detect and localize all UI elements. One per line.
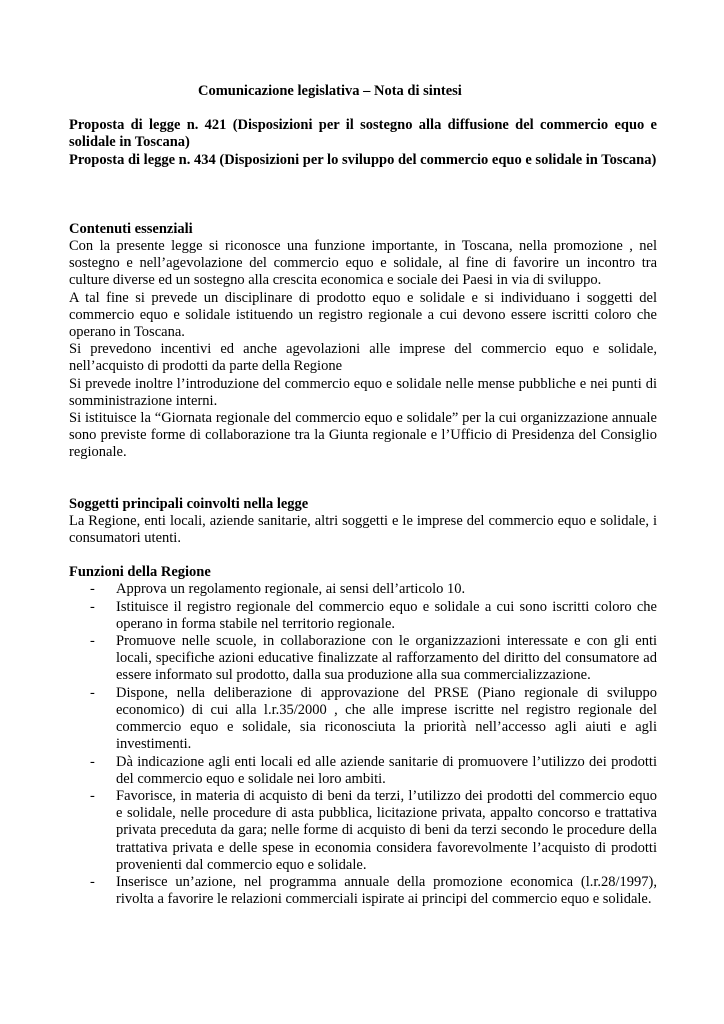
- list-item-text: Dispone, nella deliberazione di approvazione del PRSE (Piano regionale di sviluppo economico) di cui alla l.r.35/2000 , che alle imprese iscritte nel registro regionale del commercio equo e solidale, sia riconosciuta la priorità nell’accesso agli aiuti e agli investimenti.: [116, 684, 657, 753]
- contenuti-heading: Contenuti essenziali: [69, 220, 193, 237]
- dash-bullet: -: [90, 684, 95, 701]
- list-item: [69, 633, 657, 685]
- contenuti-paragraph: Si prevede inoltre l’introduzione del commercio equo e solidale nelle mense pubbliche e nei punti di somministrazione interni.: [69, 375, 657, 409]
- contenuti-paragraph: A tal fine si prevede un disciplinare di prodotto equo e solidale e si individuano i soggetti del commercio equo e solidale istituendo un registro regionale a cui devono essere iscritti coloro che operano in Toscana.: [69, 289, 657, 341]
- list-item: [69, 685, 657, 754]
- soggetti-text: La Regione, enti locali, aziende sanitarie, altri soggetti e le imprese del commercio equo e solidale, i consumatori utenti.: [69, 512, 657, 547]
- list-item-text: Approva un regolamento regionale, ai sensi dell’articolo 10.: [116, 581, 466, 598]
- list-item-text: Inserisce un’azione, nel programma annuale della promozione economica (l.r.28/1997), rivolta a favorire le relazioni commerciali ispirate ai principi del commercio equo e solidale.: [116, 873, 657, 908]
- dash-bullet: -: [90, 598, 95, 615]
- list-item: [69, 581, 657, 598]
- list-item: [69, 599, 657, 633]
- proposal-421: Proposta di legge n. 421 (Disposizioni per il sostegno alla diffusione del commercio equo e solidale in Toscana): [69, 117, 657, 151]
- funzioni-list: [69, 581, 657, 908]
- dash-bullet: -: [90, 633, 95, 650]
- list-item-text: Dà indicazione agli enti locali ed alle aziende sanitarie di promuovere l’utilizzo dei prodotti del commercio equo e solidale nei loro ambiti.: [116, 753, 657, 787]
- list-item: [69, 874, 657, 908]
- list-item-text: Favorisce, in materia di acquisto di beni da terzi, l’utilizzo dei prodotti del commercio equo e solidale, nelle procedure di asta pubblica, licitazione privata, appalto concorso e trattativa privata preceduta da gara; nelle forme di acquisto di beni da terzi secondo le procedure della trattativa privata e delle spese in economia considera favorevolmente l’acquisto di prodotti provenienti dal commercio equo e solidale.: [116, 787, 657, 873]
- soggetti-heading: Soggetti principali coinvolti nella legge: [69, 495, 309, 512]
- dash-bullet: -: [90, 581, 95, 598]
- funzioni-heading: Funzioni della Regione: [69, 564, 211, 581]
- dash-bullet: -: [90, 753, 95, 770]
- contenuti-paragraph: Si istituisce la “Giornata regionale del commercio equo e solidale” per la cui organizzazione annuale sono previste forme di collaborazione tra la Giunta regionale e l’Ufficio di Presidenza del Consiglio regionale.: [69, 410, 657, 461]
- contenuti-paragraph: Si prevedono incentivi ed anche agevolazioni alle imprese del commercio equo e solidale, nell’acquisto di prodotti da parte della Regione: [69, 341, 657, 375]
- contenuti-paragraph: Con la presente legge si riconosce una funzione importante, in Toscana, nella promozione , nel sostegno e nell’agevolazione del commercio equo e solidale, al fine di favorire un incontro tra culture diverse ed un sostegno alla crescita economica e sociale dei Paesi in via di sviluppo.: [69, 238, 657, 289]
- list-item-text: Promuove nelle scuole, in collaborazione con le organizzazioni interessate e con gli enti locali, specifiche azioni educative finalizzate al rafforzamento del diritto del consumatore ad essere informato sul prodotto, dalla sua produzione alla sua commercializzazione.: [116, 633, 657, 684]
- document-title: Comunicazione legislativa – Nota di sintesi: [198, 83, 462, 99]
- proposal-434: Proposta di legge n. 434 (Disposizioni per lo sviluppo del commercio equo e solidale in Toscana): [69, 151, 657, 168]
- dash-bullet: -: [90, 873, 95, 890]
- document-page: [69, 83, 657, 908]
- list-item: [69, 788, 657, 874]
- dash-bullet: -: [90, 787, 95, 804]
- list-item-text: Istituisce il registro regionale del commercio equo e solidale a cui sono iscritti coloro che operano in forma stabile nel territorio regionale.: [116, 598, 657, 632]
- list-item: [69, 754, 657, 788]
